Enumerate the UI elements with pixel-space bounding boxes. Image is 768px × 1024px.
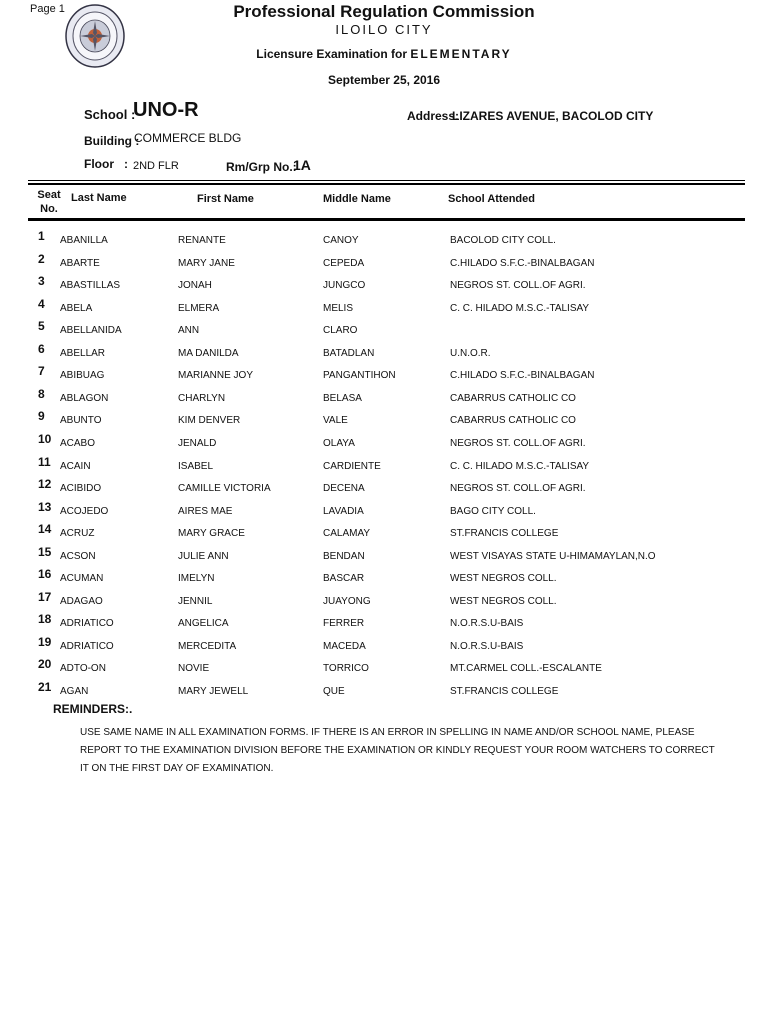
school-attended-cell: BAGO CITY COLL. bbox=[450, 505, 536, 517]
school-attended-cell: N.O.R.S.U-BAIS bbox=[450, 640, 524, 652]
table-row bbox=[0, 297, 768, 320]
middle-name-cell: MACEDA bbox=[323, 640, 366, 652]
middle-name-cell: PANGANTIHON bbox=[323, 370, 396, 382]
middle-name-cell: CEPEDA bbox=[323, 257, 365, 269]
school-label: School : bbox=[84, 107, 136, 122]
last-name-cell: ACRUZ bbox=[60, 528, 95, 540]
seat-number-cell: 4 bbox=[38, 296, 45, 311]
room-label: Rm/Grp No.: bbox=[226, 160, 297, 174]
table-row bbox=[0, 522, 768, 545]
header-seat bbox=[34, 188, 64, 216]
last-name-cell: ACABO bbox=[60, 437, 96, 449]
table-row bbox=[0, 319, 768, 342]
seat-number-cell: 14 bbox=[38, 522, 52, 537]
middle-name-cell: JUAYONG bbox=[323, 595, 371, 607]
first-name-cell: IMELYN bbox=[178, 573, 215, 585]
first-name-cell: ANN bbox=[178, 325, 200, 337]
seat-number-cell: 13 bbox=[38, 499, 52, 514]
middle-name-cell: QUE bbox=[323, 686, 345, 697]
school-attended-cell: C. C. HILADO M.S.C.-TALISAY bbox=[450, 302, 590, 314]
middle-name-cell: TORRICO bbox=[323, 663, 369, 675]
seat-number-cell: 21 bbox=[38, 680, 52, 694]
reminders-text: USE SAME NAME IN ALL EXAMINATION FORMS. IF THERE IS AN ERROR IN SPELLING IN NAME AND/OR SCHOOL NAME, PLEASE REPORT TO THE EXAMINATION DIVISION BEFORE THE EXAMINATION OR KINDLY REQUEST YOUR ROOM WATCHERS TO CORRECT IT ON THE FIRST DAY OF EXAMINATION. bbox=[80, 727, 715, 774]
table-row bbox=[0, 409, 768, 432]
school-attended-cell: WEST VISAYAS STATE U-HIMAMAYLAN,N.O bbox=[450, 550, 656, 562]
page-number: Page 1 bbox=[30, 3, 65, 15]
last-name-cell: ABELLANIDA bbox=[60, 325, 122, 337]
header-seat-line2: No. bbox=[40, 203, 58, 215]
first-name-cell: NOVIE bbox=[178, 663, 210, 675]
seat-number-cell: 18 bbox=[38, 612, 52, 627]
middle-name-cell: JUNGCO bbox=[323, 280, 366, 292]
last-name-cell: ADRIATICO bbox=[60, 618, 114, 630]
school-attended-cell: NEGROS ST. COLL.OF AGRI. bbox=[450, 280, 586, 292]
middle-name-cell: DECENA bbox=[323, 483, 365, 495]
table-top-rule-thick bbox=[28, 183, 745, 185]
last-name-cell: ADRIATICO bbox=[60, 640, 114, 652]
floor-value: 2ND FLR bbox=[133, 160, 179, 172]
first-name-cell: JONAH bbox=[178, 280, 212, 292]
middle-name-cell: BATADLAN bbox=[323, 347, 375, 359]
seat-number-cell: 5 bbox=[38, 319, 45, 334]
seat-number-cell: 9 bbox=[38, 409, 45, 424]
seat-number-cell: 11 bbox=[38, 454, 51, 469]
table-row bbox=[0, 364, 768, 387]
school-attended-cell: C.HILADO S.F.C.-BINALBAGAN bbox=[450, 370, 595, 382]
first-name-cell: MARY JANE bbox=[178, 257, 235, 269]
exam-date: September 25, 2016 bbox=[327, 73, 441, 87]
table-row bbox=[0, 432, 768, 455]
first-name-cell: ISABEL bbox=[178, 460, 214, 472]
last-name-cell: ABANILLA bbox=[60, 235, 108, 246]
middle-name-cell: BENDAN bbox=[323, 550, 365, 562]
last-name-cell: ABARTE bbox=[60, 257, 100, 269]
seat-number-cell: 12 bbox=[38, 477, 52, 492]
middle-name-cell: BASCAR bbox=[323, 573, 365, 585]
last-name-cell: ACSON bbox=[60, 550, 96, 562]
first-name-cell: RENANTE bbox=[178, 235, 226, 246]
header-last-name: Last Name bbox=[71, 192, 127, 204]
table-row bbox=[0, 500, 768, 523]
header-middle-name: Middle Name bbox=[323, 193, 391, 205]
first-name-cell: MARIANNE JOY bbox=[178, 370, 254, 382]
last-name-cell: ACIBIDO bbox=[60, 483, 102, 495]
middle-name-cell: BELASA bbox=[323, 392, 362, 404]
exam-type: ELEMENTARY bbox=[410, 47, 512, 61]
first-name-cell: MERCEDITA bbox=[178, 640, 237, 652]
first-name-cell: CHARLYN bbox=[178, 392, 226, 404]
last-name-cell: ABELA bbox=[60, 302, 93, 314]
table-row bbox=[0, 657, 768, 680]
middle-name-cell: CANOY bbox=[323, 235, 359, 246]
table-row bbox=[0, 342, 768, 365]
exam-title bbox=[0, 47, 768, 61]
seat-number-cell: 7 bbox=[38, 364, 45, 379]
header-first-name: First Name bbox=[197, 193, 254, 205]
first-name-cell: MA DANILDA bbox=[178, 347, 239, 359]
floor-label: Floor : bbox=[84, 157, 128, 171]
school-attended-cell: BACOLOD CITY COLL. bbox=[450, 235, 556, 246]
first-name-cell: JULIE ANN bbox=[178, 550, 229, 562]
school-attended-cell: WEST NEGROS COLL. bbox=[450, 573, 557, 585]
seat-number-cell: 8 bbox=[38, 386, 45, 401]
header-school-attended: School Attended bbox=[448, 193, 535, 205]
table-row bbox=[0, 387, 768, 410]
table-row bbox=[0, 590, 768, 613]
table-top-rule bbox=[28, 180, 745, 181]
header-seat-line1: Seat bbox=[37, 189, 61, 201]
table-row bbox=[0, 680, 768, 703]
first-name-cell: ELMERA bbox=[178, 302, 220, 314]
exam-city: ILOILO CITY bbox=[335, 22, 433, 37]
last-name-cell: ACUMAN bbox=[60, 573, 104, 585]
seat-number-cell: 3 bbox=[38, 274, 45, 289]
school-attended-cell: NEGROS ST. COLL.OF AGRI. bbox=[450, 483, 586, 495]
last-name-cell: ADTO-ON bbox=[60, 663, 106, 675]
building-label: Building : bbox=[84, 134, 140, 148]
seat-number-cell: 10 bbox=[38, 431, 52, 446]
first-name-cell: AIRES MAE bbox=[178, 505, 233, 517]
last-name-cell: ABASTILLAS bbox=[60, 280, 121, 292]
school-attended-cell: CABARRUS CATHOLIC CO bbox=[450, 392, 576, 404]
first-name-cell: MARY GRACE bbox=[178, 528, 245, 540]
school-attended-cell: ST.FRANCIS COLLEGE bbox=[450, 528, 559, 540]
seat-number-cell: 16 bbox=[38, 567, 52, 582]
room-value: 1A bbox=[293, 157, 311, 173]
table-row bbox=[0, 545, 768, 568]
school-attended-cell: C. C. HILADO M.S.C.-TALISAY bbox=[450, 460, 590, 472]
school-attended-cell: N.O.R.S.U-BAIS bbox=[450, 618, 524, 630]
table-row bbox=[0, 252, 768, 275]
middle-name-cell: LAVADIA bbox=[323, 505, 364, 517]
last-name-cell: ABLAGON bbox=[60, 392, 109, 404]
first-name-cell: CAMILLE VICTORIA bbox=[178, 483, 271, 495]
middle-name-cell: MELIS bbox=[323, 302, 354, 314]
seat-number-cell: 1 bbox=[38, 229, 45, 243]
table-row bbox=[0, 455, 768, 478]
table-row bbox=[0, 274, 768, 297]
first-name-cell: KIM DENVER bbox=[178, 415, 241, 427]
seat-number-cell: 19 bbox=[38, 634, 52, 649]
building-value: COMMERCE BLDG bbox=[134, 131, 242, 145]
last-name-cell: ACOJEDO bbox=[60, 505, 109, 517]
last-name-cell: ABUNTO bbox=[60, 415, 102, 427]
middle-name-cell: CLARO bbox=[323, 325, 358, 337]
school-attended-cell: U.N.O.R. bbox=[450, 347, 491, 359]
seat-number-cell: 6 bbox=[38, 341, 45, 356]
table-row bbox=[0, 635, 768, 658]
school-value: UNO-R bbox=[133, 99, 199, 121]
commission-title: Professional Regulation Commission bbox=[233, 2, 535, 21]
school-attended-cell: ST.FRANCIS COLLEGE bbox=[450, 686, 559, 697]
last-name-cell: AGAN bbox=[60, 686, 89, 697]
school-attended-cell: CABARRUS CATHOLIC CO bbox=[450, 415, 576, 427]
table-row bbox=[0, 477, 768, 500]
last-name-cell: ACAIN bbox=[60, 460, 91, 472]
seat-number-cell: 20 bbox=[38, 657, 52, 672]
last-name-cell: ABELLAR bbox=[60, 347, 106, 359]
first-name-cell: MARY JEWELL bbox=[178, 686, 249, 697]
seat-number-cell: 17 bbox=[38, 589, 52, 604]
middle-name-cell: FERRER bbox=[323, 618, 365, 630]
first-name-cell: ANGELICA bbox=[178, 618, 229, 630]
address-value: LIZARES AVENUE, BACOLOD CITY bbox=[452, 109, 654, 123]
first-name-cell: JENALD bbox=[178, 437, 217, 449]
table-row bbox=[0, 612, 768, 635]
middle-name-cell: VALE bbox=[323, 415, 348, 427]
last-name-cell: ADAGAO bbox=[60, 595, 103, 607]
table-header-rule bbox=[28, 218, 745, 221]
middle-name-cell: CARDIENTE bbox=[323, 460, 381, 472]
exam-prefix: Licensure Examination for bbox=[256, 47, 407, 61]
address-label: Address: bbox=[407, 109, 460, 123]
school-attended-cell: MT.CARMEL COLL.-ESCALANTE bbox=[450, 663, 602, 675]
school-attended-cell: C.HILADO S.F.C.-BINALBAGAN bbox=[450, 257, 595, 269]
seat-number-cell: 2 bbox=[38, 251, 45, 266]
school-attended-cell: NEGROS ST. COLL.OF AGRI. bbox=[450, 437, 586, 449]
last-name-cell: ABIBUAG bbox=[60, 370, 105, 382]
middle-name-cell: OLAYA bbox=[323, 437, 355, 449]
school-attended-cell: WEST NEGROS COLL. bbox=[450, 595, 557, 607]
reminders-title: REMINDERS:. bbox=[53, 702, 133, 716]
table-row bbox=[0, 567, 768, 590]
seat-number-cell: 15 bbox=[38, 544, 52, 559]
table-row bbox=[0, 229, 768, 252]
first-name-cell: JENNIL bbox=[178, 595, 213, 607]
middle-name-cell: CALAMAY bbox=[323, 528, 371, 540]
